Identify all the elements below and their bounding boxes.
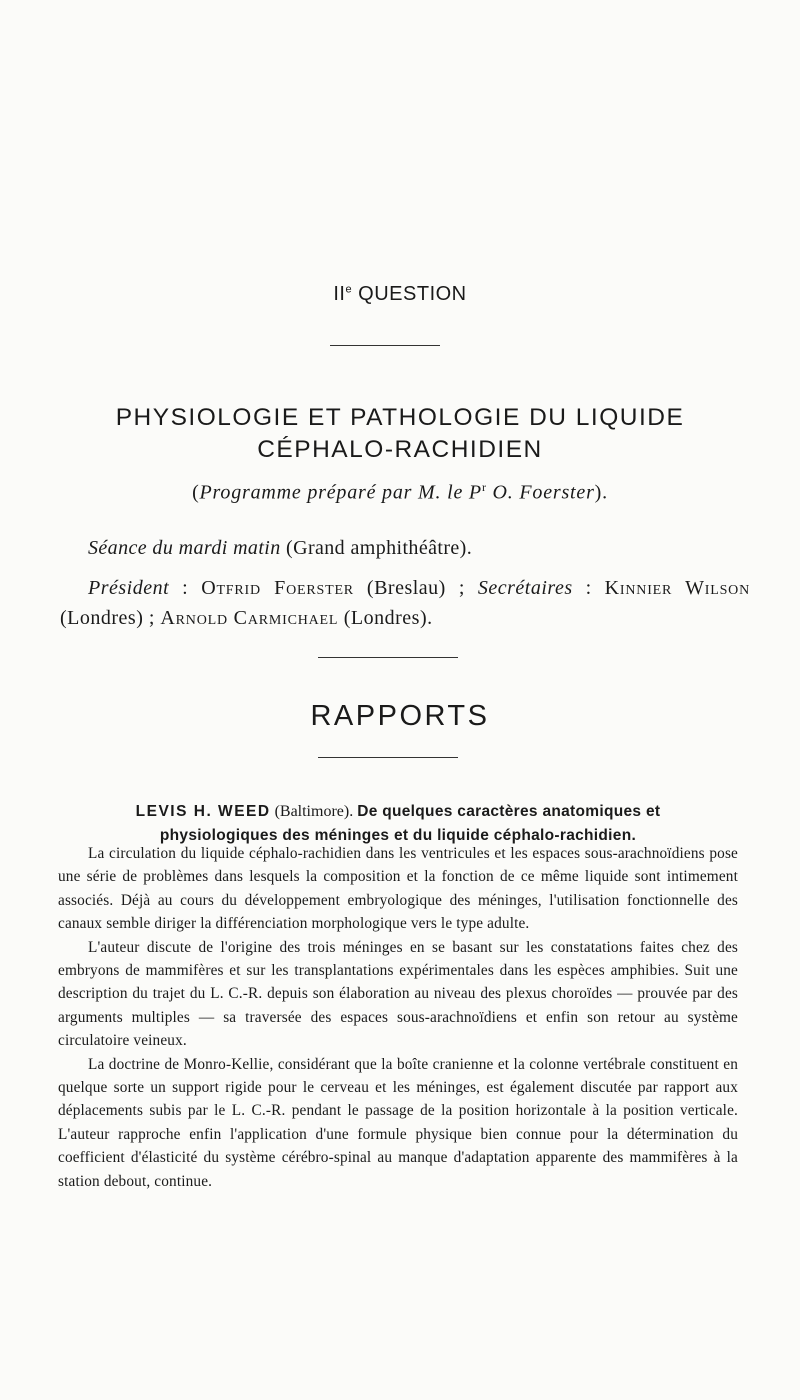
president-place: (Breslau) ; — [353, 577, 478, 599]
report-author: LEVIS H. WEED — [135, 803, 271, 820]
secretary-name-1: Kinnier Wilson — [604, 577, 750, 599]
programme-open: ( — [192, 481, 200, 504]
report-title: De quelques caractères anatomiques et physiologiques des méninges et du liquide céphalo-rachidien. — [159, 803, 661, 844]
report-place: (Baltimore). — [270, 803, 358, 820]
report-body — [58, 842, 738, 1193]
seance-line — [88, 537, 748, 560]
paragraph: La circulation du liquide céphalo-rachidien dans les ventricules et les espaces sous-arachnoïdiens pose une série de problèmes dans lesquels la composition et la fonction de ce même liquide sont intimement associés. Déjà au cours du développement embryologique des méninges, l'utilisation fonctionnelle des canaux semble diriger la différenciation morphologique vers le type adulte. — [58, 845, 738, 933]
programme-sup: r — [481, 480, 487, 494]
question-numeral-sup: e — [345, 283, 353, 296]
secretary-name-2: Arnold Carmichael — [160, 607, 339, 629]
programme-author: O. Foerster — [486, 481, 595, 504]
secretary-place-2: (Londres). — [338, 607, 433, 629]
main-title-line1: PHYSIOLOGIE ET PATHOLOGIE DU LIQUIDE — [115, 404, 685, 431]
paragraph: L'auteur discute de l'origine des trois méninges en se basant sur les constatations faites chez des embryons de mammifères et sur les transplantations expérimentales dans les espèces amphibies. Suit une description du trajet du L. C.-R. depuis son élaboration au niveau des plexus choroïdes — prouvée par des arguments multiples — sa traversée des espaces sous-arachnoïdiens et enfin son retour au système circulatoire veineux. — [58, 938, 738, 1050]
programme-note — [60, 480, 740, 505]
question-heading — [0, 283, 800, 306]
main-title — [60, 402, 740, 466]
secretary-place-1: (Londres) ; — [60, 607, 161, 629]
programme-close: ). — [594, 481, 608, 504]
president-name: Otfrid Foerster — [201, 577, 354, 599]
paragraph: La doctrine de Monro-Kellie, considérant que la boîte cranienne et la colonne vertébrale constituent en quelque sorte un support rigide pour le cerveau et les méninges, est également discutée par rapport aux déplacements subis par le L. C.-R. pendant le passage de la position horizontale à la position verticale. L'auteur rapproche enfin l'application d'une formule physique bien connue pour la détermination du coefficient d'élasticité du système cérébro-spinal au manque d'adaptation apparente des mammifères à la station debout, continue. — [58, 1055, 738, 1190]
divider-rule — [318, 657, 458, 658]
main-title-line2: CÉPHALO-RACHIDIEN — [257, 436, 543, 463]
secretaires-sep: : — [572, 577, 605, 599]
section-title: RAPPORTS — [310, 700, 490, 732]
president-label: Président — [88, 577, 170, 599]
report-heading — [78, 800, 718, 848]
question-label: QUESTION — [358, 283, 467, 305]
secretaires-label: Secrétaires — [477, 577, 573, 599]
seance-rest: (Grand amphithéâtre). — [280, 537, 473, 559]
question-numeral: II — [333, 283, 346, 305]
seance-italic: Séance du mardi matin — [88, 537, 281, 559]
president-sep: : — [169, 577, 202, 599]
president-paragraph — [60, 573, 750, 633]
divider-rule — [330, 345, 440, 346]
divider-rule — [318, 757, 458, 758]
programme-text: Programme préparé par M. le P — [199, 481, 482, 504]
